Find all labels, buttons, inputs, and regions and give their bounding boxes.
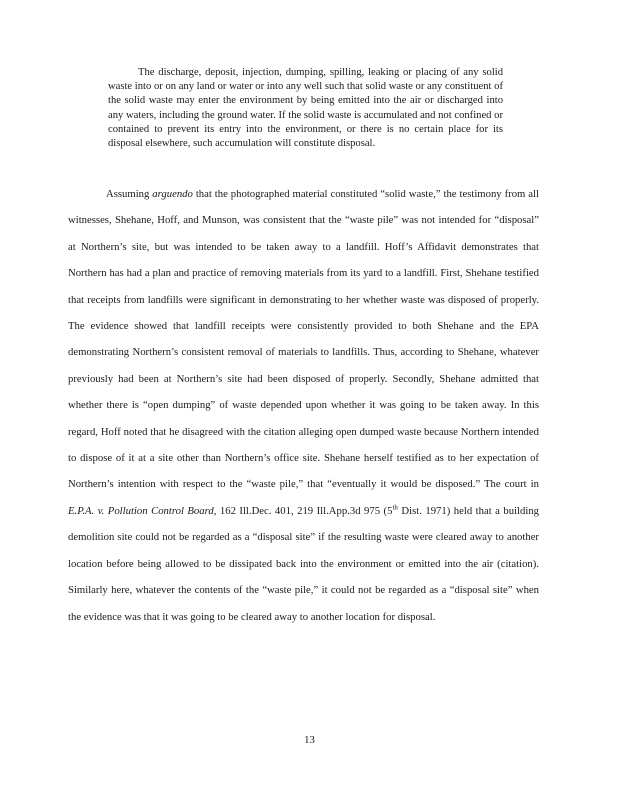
ordinal-superscript: th <box>392 503 398 512</box>
paragraph-tail: Dist. 1971) held that a building demolition site could not be regarded as a “disposal site” if the resulting waste were cleared away to another location before being allowed to be dissipated back into the environment or emitted into the air (citation). Similarly here, whatever the contents of the “waste pile,” it could not be regarded as a “disposal site” when the evidence was that it was going to be cleared away to another location for disposal. <box>68 504 540 623</box>
italic-term-arguendo: arguendo <box>152 188 193 200</box>
page-number: 13 <box>304 734 315 746</box>
case-citation-name: E.P.A. v. Pollution Control Board <box>68 504 214 517</box>
citation-text: , 162 Ill.Dec. 401, 219 Ill.App.3d 975 (5 <box>213 504 393 517</box>
paragraph-text: that the photographed material constituted “solid waste,” the testimony from all witnesses, Shehane, Hoff, and Munson, was consistent that the “waste pile” was not intended for “disposal” at Northern’s site, but was intended to be taken away to a landfill. Hoff’s Affidavit demonstrates that Northern has had a plan and practice of removing materials from its yard to a landfill. First, Shehane testified that receipts from landfills were significant in demonstrating to her whether waste was disposed of properly. The evidence showed that landfill receipts were consistently provided to both Shehane and the EPA demonstrating Northern’s consistent removal of materials to landfills. Thus, according to Shehane, whatever previously had been at Northern’s site had been disposed of properly. Secondly, Shehane admitted that whether there is “open dumping” of waste depended upon whether it was going to be taken away. In this regard, Hoff noted that he disagreed with the citation alleging open dumped waste because Northern intended to dispose of it at a site other than Northern’s office site. Shehane herself testified as to her expectation of Northern’s intention with respect to the “waste pile,” that “eventually it would be disposed.” The court in <box>68 188 539 491</box>
block-quote: The discharge, deposit, injection, dumping, spilling, leaking or placing of any solid waste into or on any land or water or into any well such that solid waste or any constituent of the solid waste may enter the environment by being emitted into the air or discharged into any waters, including the ground water. If the solid waste is accumulated and not confined or contained to prevent its entry into the environment, or there is no certain place for its disposal elsewhere, such accumulation will constitute disposal. <box>108 67 503 150</box>
paragraph-lead: Assuming <box>106 188 153 200</box>
body-paragraph <box>68 181 539 630</box>
